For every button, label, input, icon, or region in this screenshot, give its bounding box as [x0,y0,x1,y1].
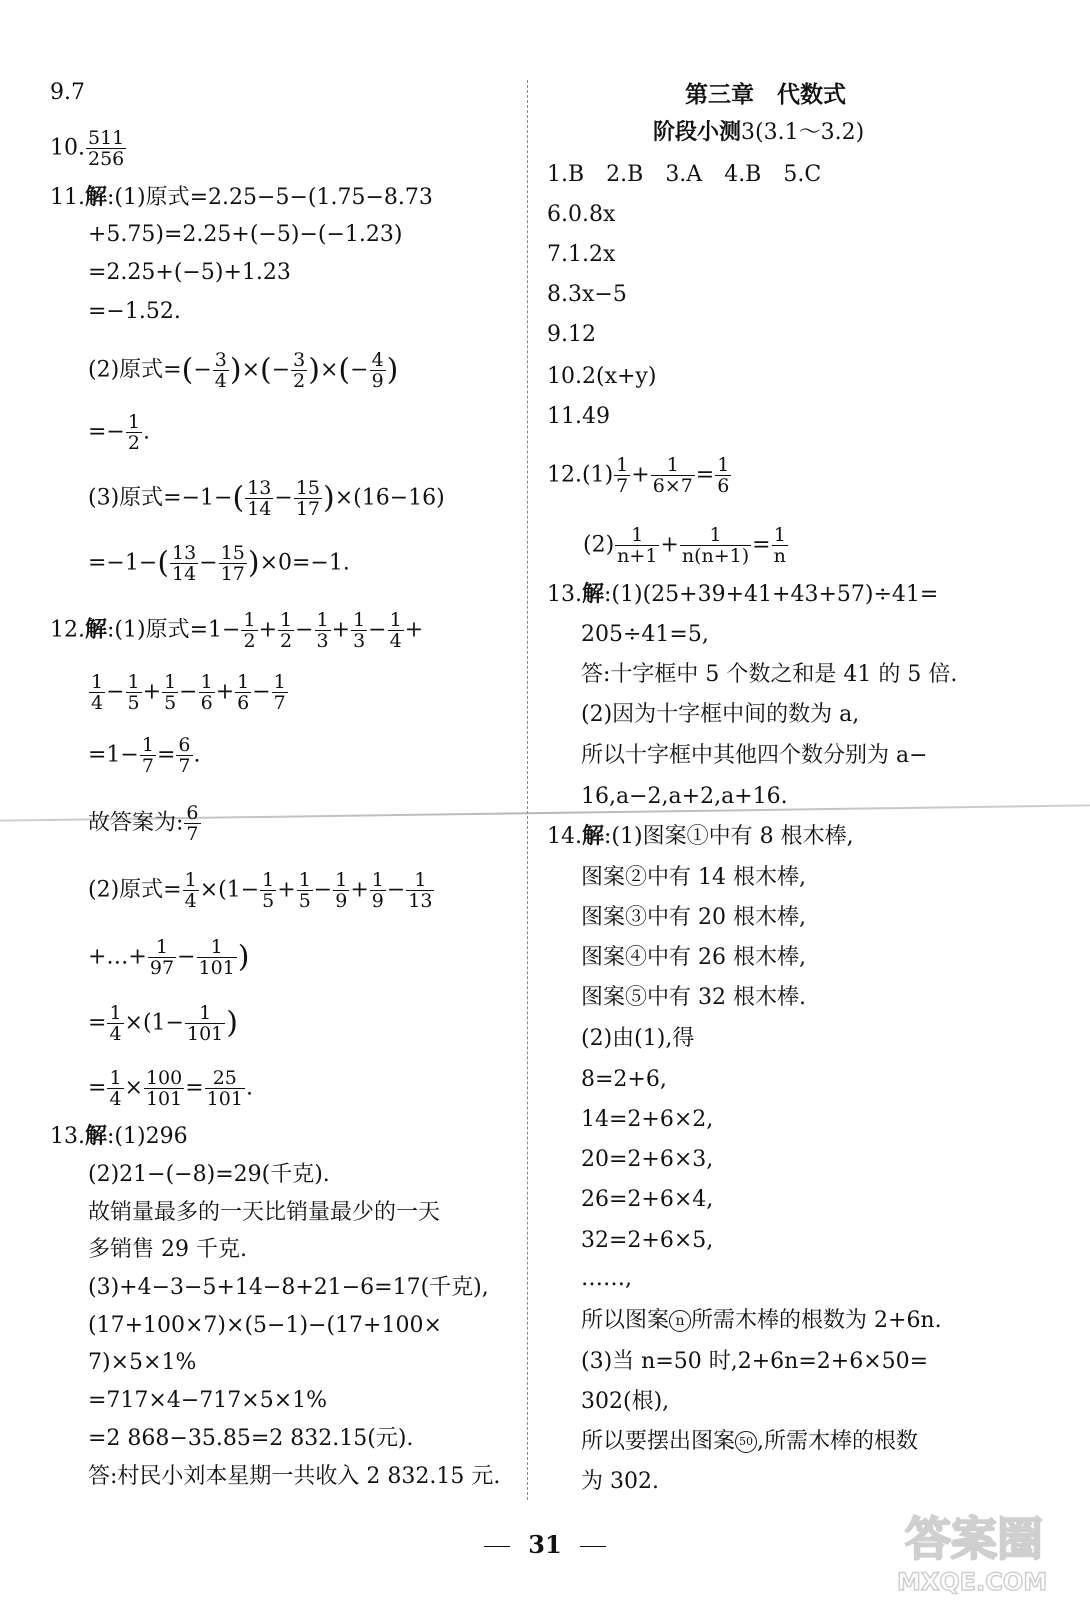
answer-14-line2: 图案②中有 14 根木棒, [581,865,806,890]
answer-7: 7.1.2x [547,242,616,267]
answer-12-line3: =1− $\frac{1}{7}$ = $\frac{6}{7}$ . [88,734,201,777]
answer-6: 6.0.8x [547,202,616,227]
answer-13-line3: 答:十字框中 5 个数之和是 41 的 5 倍. [581,662,958,687]
answer-13-line5: (3)+4−3−5+14−8+21−6=17(千克), [88,1275,489,1300]
answer-8: 8.3x−5 [547,282,627,307]
answer-12-part2: (2)原式= $\frac{1}{4}$ ×(1− $\frac{1}{5}$ + $\frac{1}{5}$ − $\frac{1}{9}$ + $\frac{1}{9}$ − $\frac{1}{13}$ [88,869,433,912]
answer-12-part2-line3: = $\frac{1}{4}$ ×(1− $\frac{1}{101}$ ) [88,1002,238,1045]
answer-13-line1: 13.解:(1)296 [50,1124,188,1149]
answer-13-line7: 7)×5×1% [88,1350,197,1375]
answer-13-line2: (2)21−(−8)=29(千克). [88,1162,330,1187]
answer-11-part2-result: =− $\frac{1}{2}$ . [88,411,150,454]
answer-13-line8: =717×4−717×5×1% [88,1388,328,1413]
page-number: 31 [0,1530,1090,1559]
answer-12-final: 故答案为: $\frac{6}{7}$ [88,802,199,845]
answer-12-part2: (2) $\frac{1}{n+1}$ + $\frac{1}{n(n+1)}$ = $\frac{1}{n}$ [583,524,786,567]
answer-13-line5: 所以十字框中其他四个数分别为 a− [581,743,928,768]
answer-11: 11.49 [547,404,610,429]
watermark-logo [885,1490,1085,1600]
fraction: $\frac{511}{256}$ [88,127,125,170]
answer-12-part1: 12.(1) $\frac{1}{7}$ + $\frac{1}{6\times 7}$ = $\frac{1}{6}$ [547,454,730,497]
answer-14-line6: (2)由(1),得 [581,1026,695,1051]
answer-14-line4: 图案④中有 26 根木棒, [581,945,806,970]
answer-14-line13: 所以图案 n 所需木棒的根数为 2+6n. [581,1308,942,1333]
answer-14-line7: 8=2+6, [581,1067,667,1092]
answer-14-line5: 图案⑤中有 32 根木棒. [581,985,806,1010]
answer-9: 9.7 [50,80,85,105]
answer-13-line9: =2 868−35.85=2 832.15(元). [88,1426,414,1451]
answer-12-part2-line2: +…+ $\frac{1}{97}$ − $\frac{1}{101}$ ) [88,936,250,979]
answer-13-line2: 205÷41=5, [581,622,709,647]
answer-13-line4: (2)因为十字框中间的数为 a, [581,702,860,727]
answer-9: 9.12 [547,322,596,347]
circled-n: n [669,1310,691,1332]
chapter-title: 第三章 代数式 [685,82,846,108]
answer-14-line17: 为 302. [581,1469,659,1494]
answer-13-line10: 答:村民小刘本星期一共收入 2 832.15 元. [88,1464,501,1489]
answer-14-line11: 32=2+6×5, [581,1228,714,1253]
answer-14-line10: 26=2+6×4, [581,1187,714,1212]
answer-14-line16: 所以要摆出图案 50 ,所需木棒的根数 [581,1429,919,1454]
answer-13-line6: (17+100×7)×(5−1)−(17+100× [88,1313,442,1338]
answer-1-5: 1.B 2.B 3.A 4.B 5.C [547,162,822,187]
answer-11-line1: 11.解:(1)原式=2.25−5−(1.75−8.73 [50,185,433,210]
answer-14-line1: 14.解:(1)图案①中有 8 根木棒, [547,824,854,849]
circled-50: 50 [735,1431,757,1453]
answer-10: 10. $\frac{511}{256}$ [50,127,125,170]
answer-13-line1: 13.解:(1)(25+39+41+43+57)÷41= [547,582,939,607]
answer-14-line12: ……, [581,1266,632,1291]
answer-11-line3: =2.25+(−5)+1.23 [88,260,291,285]
watermark-url: MXQE.COM [897,1568,1048,1596]
answer-14-line15: 302(根), [581,1389,670,1414]
answer-11-part3: (3)原式=−1−( $\frac{13}{14}$ − $\frac{15}{17}$ )×(16−16) [88,477,445,520]
answer-12-line1: 12.解:(1)原式=1− $\frac{1}{2}$ + $\frac{1}{2}$ − $\frac{1}{3}$ + $\frac{1}{3}$ − $\frac{1}{4}$ + [50,609,424,652]
answer-14-line8: 14=2+6×2, [581,1107,714,1132]
answer-13-line6: 16,a−2,a+2,a+16. [581,784,788,809]
answer-11-line2: +5.75)=2.25+(−5)−(−1.23) [88,222,403,247]
answer-13-line3: 故销量最多的一天比销量最少的一天 [88,1200,441,1225]
answer-12-line2: $\frac{1}{4}$ − $\frac{1}{5}$ + $\frac{1}{5}$ − $\frac{1}{6}$ + $\frac{1}{6}$ − $\frac{1}{7}$ [91,671,286,714]
answer-11-part3-result: =−1−( $\frac{13}{14}$ − $\frac{15}{17}$ )×0=−1. [88,542,350,585]
answer-10: 10.2(x+y) [547,364,657,389]
answer-12-part2-line4: = $\frac{1}{4}$ × $\frac{100}{101}$ = $\frac{25}{101}$ . [88,1067,253,1110]
answer-13-line4: 多销售 29 千克. [88,1237,247,1262]
answer-11-line4: =−1.52. [88,299,181,324]
answer-14-line14: (3)当 n=50 时,2+6n=2+6×50= [581,1349,929,1374]
column-divider [527,80,528,1500]
watermark-logo-text: 答案圈 [905,1512,1043,1566]
section-title: 阶段小测3(3.1～3.2) [653,120,865,145]
answer-14-line9: 20=2+6×3, [581,1147,714,1172]
answer-11-part2: (2)原式=(− $\frac{3}{4}$ )×(− $\frac{3}{2}$ )×(− $\frac{4}{9}$ ) [88,349,399,392]
answer-14-line3: 图案③中有 20 根木棒, [581,905,806,930]
